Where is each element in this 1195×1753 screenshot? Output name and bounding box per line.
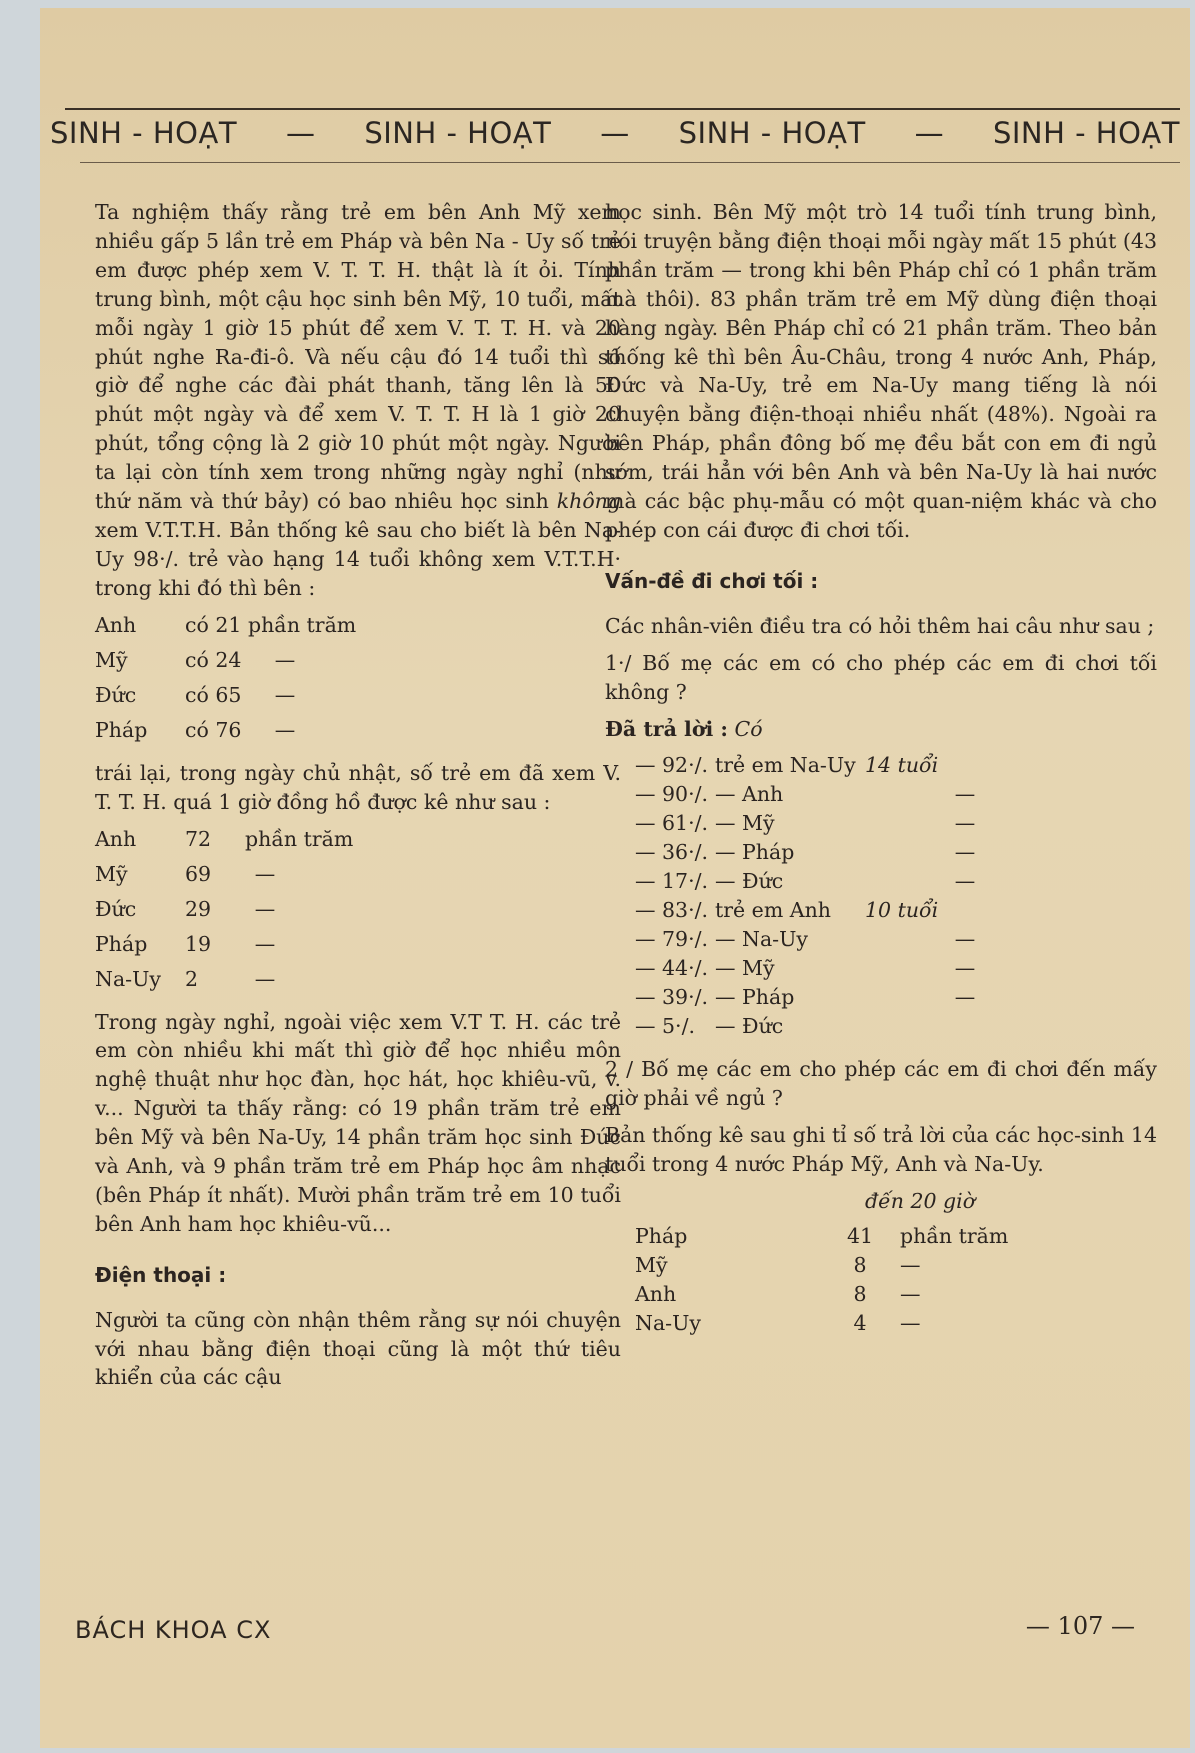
paragraph: Ta nghiệm thấy rằng trẻ em bên Anh Mỹ xem nhiều gấp 5 lần trẻ em Pháp và bên Na - Uy số trẻ em được phép xem V. T. T. H. thật là ít ỏi. Tính trung bình, một cậu học sinh bên Mỹ, 10 tuổi, mất mỗi ngày 1 giờ 15 phút để xem V. T. T. H. và 20 phút nghe Ra-đi-ô. Và nếu cậu đó 14 tuổi thì số giờ để nghe các đài phát thanh, tăng lên là 50 phút một ngày và để xem V. T. T. H là 1 giờ 20 phút, tổng cộng là 2 giờ 10 phút một ngày. Người ta lại còn tính xem trong những ngày nghỉ (như thứ năm và thứ bảy) có bao nhiêu học sinh không xem V.T.T.H. Bản thống kê sau cho biết là bên Na-Uy 98·/. trẻ vào hạng 14 tuổi không xem V.T.T.H· trong khi đó thì bên : [95, 200, 621, 600]
left-column [95, 198, 621, 1400]
hours-row: Na-Uy 4 — [635, 1310, 921, 1335]
stat-row: Pháp 19 — [95, 931, 276, 956]
paragraph: trái lại, trong ngày chủ nhật, số trẻ em đã xem V. T. T. H. quá 1 giờ đồng hồ được kê như sau : [95, 760, 621, 814]
stat-row: Na-Uy 2 — [95, 966, 276, 991]
paragraph: học sinh. Bên Mỹ một trò 14 tuổi tính trung bình, nói truyện bằng điện thoại mỗi ngày mất 15 phút (43 phần trăm — trong khi bên Pháp chỉ có 1 phần trăm mà thôi). 83 phần trăm trẻ em Mỹ dùng điện thoại hàng ngày. Bên Pháp chỉ có 21 phần trăm. Theo bản thống kê thì bên Âu-Châu, trong 4 nước Anh, Pháp, Đức và Na-Uy, trẻ em Na-Uy mang tiếng là nói chuyện bằng điện-thoại nhiều nhất (48%). Ngoài ra bên Pháp, phần đông bố mẹ đều bắt con em đi ngủ sớm, trái hẳn với bên Anh và bên Na-Uy là hai nước mà các bậc phụ-mẫu có một quan-niệm khác và cho phép con cái được đi chơi tối. [605, 200, 1157, 542]
section-heading-phone: Điện thoại : [95, 1262, 227, 1287]
hours-row: Anh 8 — [635, 1281, 921, 1306]
sunday-stats [95, 825, 621, 1000]
hours-title: đến 20 giờ [865, 1189, 976, 1214]
answer-row: — 79·/. — Na-Uy — [635, 927, 976, 952]
answer-row: — 92·/. trẻ em Na-Uy 14 tuổi [635, 753, 939, 778]
header-rule-top [65, 108, 1180, 110]
question-2: 2 / Bố mẹ các em cho phép các em đi chơi đến mấy giờ phải về ngủ ? [605, 1057, 1157, 1111]
answer-row: — 83·/. trẻ em Anh 10 tuổi [635, 898, 939, 923]
stat-row: Mỹ 69 — [95, 861, 276, 886]
header-dash: — [285, 116, 316, 150]
question-1: 1·/ Bố mẹ các em có cho phép các em đi chơi tối không ? [605, 650, 1157, 704]
stat-row: Mỹ có 24 — [95, 647, 296, 672]
answer-row: — 17·/. — Đức — [635, 869, 976, 894]
answer-list [635, 751, 1157, 1041]
italic-word: không [556, 489, 621, 514]
answer-row: — 44·/. — Mỹ — [635, 956, 976, 981]
header-item: SINH - HOẠT [364, 116, 552, 150]
answer-row: — 61·/. — Mỹ — [635, 811, 976, 836]
header-rule-bottom [80, 162, 1180, 163]
paragraph: Trong ngày nghỉ, ngoài việc xem V.T T. H. các trẻ em còn nhiều khi mất thì giờ để học nhiều môn nghệ thuật như học đàn, học hát, học khiêu-vũ, v. v... Người ta thấy rằng: có 19 phần trăm trẻ em bên Mỹ và bên Na-Uy, 14 phần trăm học sinh Đức và Anh, và 9 phần trăm trẻ em Pháp học âm nhạc (bên Pháp ít nhất). Mười phần trăm trẻ em 10 tuổi bên Anh ham học khiêu-vũ... [95, 1009, 621, 1236]
hours-row: Pháp 41 phần trăm [635, 1223, 1009, 1248]
header-dash: — [600, 116, 630, 150]
publication-name: BÁCH KHOA CX [75, 1616, 272, 1644]
stat-row: Đức có 65 — [95, 682, 296, 707]
header-item: SINH - HOẠT [678, 116, 866, 150]
stat-row: Pháp có 76 — [95, 717, 296, 742]
section-heading-evening: Vấn-đề đi chơi tối : [605, 568, 819, 593]
hours-stats [635, 1222, 1157, 1338]
header-item: SINH - HOẠT [992, 116, 1180, 150]
running-header [50, 116, 1180, 150]
paragraph: Bản thống kê sau ghi tỉ số trả lời của các học-sinh 14 tuổi trong 4 nước Pháp Mỹ, Anh và Na-Uy. [605, 1123, 1157, 1177]
answer-label: Đã trả lời : Có [605, 716, 763, 741]
answer-row: — 36·/. — Pháp — [635, 840, 976, 865]
header-item: SINH - HOẠT [50, 116, 238, 150]
stat-row: Anh 72 phần trăm [95, 826, 354, 851]
answer-row: — 39·/. — Pháp — [635, 985, 976, 1010]
answer-row: — 5·/. — Đức [635, 1014, 784, 1039]
paragraph: Người ta cũng còn nhận thêm rằng sự nói chuyện với nhau bằng điện thoại cũng là một thứ tiêu khiển của các cậu [95, 1307, 621, 1390]
magazine-page [40, 8, 1190, 1748]
hours-row: Mỹ 8 — [635, 1252, 921, 1277]
stat-row: Anh có 21 phần trăm [95, 612, 357, 637]
right-column [605, 198, 1157, 1338]
header-dash: — [914, 116, 945, 150]
answer-row: — 90·/. — Anh — [635, 782, 976, 807]
weekday-stats [95, 611, 621, 751]
paragraph: Các nhân-viên điều tra có hỏi thêm hai câu như sau ; [605, 613, 1155, 638]
page-number: — 107 — [1025, 1612, 1135, 1640]
stat-row: Đức 29 — [95, 896, 276, 921]
